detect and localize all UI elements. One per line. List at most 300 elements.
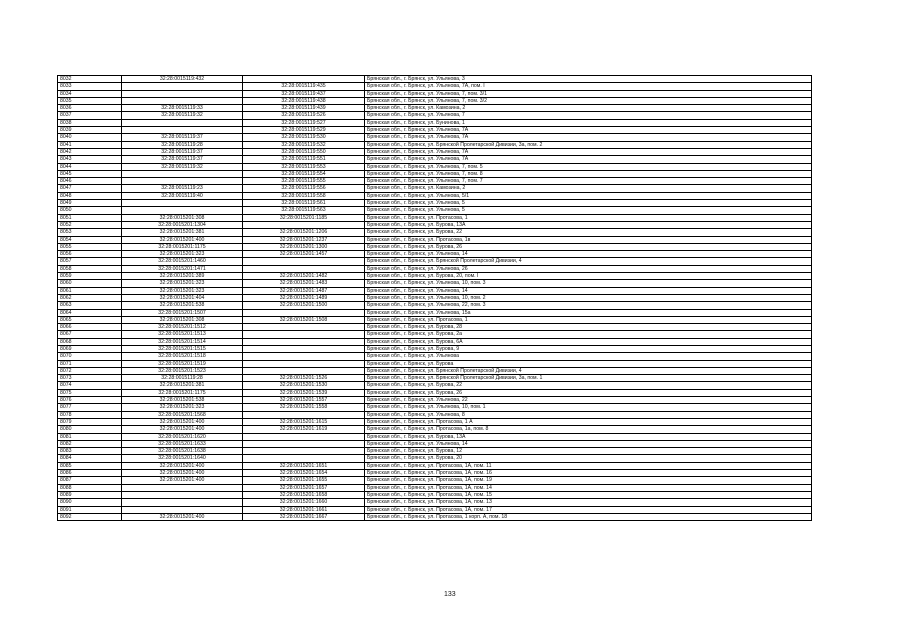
table-row <box>58 499 812 506</box>
building-number-cell <box>243 221 365 228</box>
parcel-number-cell: 32:28:0015201:400 <box>122 426 243 433</box>
registry-table <box>57 75 812 521</box>
address-cell: Брянская обл., г. Брянск, ул. Бурова, 28 <box>365 324 812 331</box>
row-number-cell: 8092 <box>58 513 122 520</box>
building-number-cell: 32:28:0015119:439 <box>243 105 365 112</box>
parcel-number-cell: 32:28:0015201:389 <box>122 273 243 280</box>
address-cell: Брянская обл., г. Брянск, ул. Протасова, 1 <box>365 316 812 323</box>
row-number-cell: 8067 <box>58 331 122 338</box>
table-row <box>58 258 812 265</box>
building-number-cell: 32:28:0015119:555 <box>243 178 365 185</box>
address-cell: Брянская обл., г. Брянск, ул. Ульянова, 26 <box>365 265 812 272</box>
address-cell: Брянская обл., г. Брянск, ул. Ульянова, 5 <box>365 207 812 214</box>
row-number-cell: 8065 <box>58 316 122 323</box>
row-number-cell: 8053 <box>58 229 122 236</box>
row-number-cell: 8046 <box>58 178 122 185</box>
row-number-cell: 8071 <box>58 360 122 367</box>
table-row <box>58 506 812 513</box>
row-number-cell: 8049 <box>58 200 122 207</box>
address-cell: Брянская обл., г. Брянск, ул. Протасова, 1А, пом. 15 <box>365 491 812 498</box>
parcel-number-cell: 32:28:0015201:1514 <box>122 338 243 345</box>
row-number-cell: 8076 <box>58 397 122 404</box>
address-cell: Брянская обл., г. Брянск, ул. Ульянова, 7А <box>365 156 812 163</box>
table-row <box>58 433 812 440</box>
address-cell: Брянская обл., г. Брянск, ул. Протасова, 1а, пом. 8 <box>365 426 812 433</box>
table-row <box>58 294 812 301</box>
row-number-cell: 8039 <box>58 127 122 134</box>
address-cell: Брянская обл., г. Брянск, ул. Ульянова, 15а <box>365 309 812 316</box>
address-cell: Брянская обл., г. Брянск, ул. Ульянова, 7, пом. 5 <box>365 163 812 170</box>
row-number-cell: 8073 <box>58 375 122 382</box>
address-cell: Брянская обл., г. Брянск, ул. Ульянова, 7, пом. 3/1 <box>365 90 812 97</box>
row-number-cell: 8041 <box>58 141 122 148</box>
row-number-cell: 8079 <box>58 418 122 425</box>
row-number-cell: 8051 <box>58 214 122 221</box>
table-row <box>58 83 812 90</box>
row-number-cell: 8058 <box>58 265 122 272</box>
address-cell: Брянская обл., г. Брянск, ул. Бурова, 13А <box>365 221 812 228</box>
table-row <box>58 470 812 477</box>
parcel-number-cell: 32:28:0015119:33 <box>122 105 243 112</box>
table-row <box>58 112 812 119</box>
address-cell: Брянская обл., г. Брянск, ул. Протасова, 1 А <box>365 418 812 425</box>
parcel-number-cell: 32:28:0015119:28 <box>122 141 243 148</box>
table-row <box>58 119 812 126</box>
building-number-cell: 32:28:0015201:1206 <box>243 229 365 236</box>
table-row <box>58 280 812 287</box>
building-number-cell: 32:28:0015201:1651 <box>243 462 365 469</box>
parcel-number-cell: 32:28:0015201:323 <box>122 280 243 287</box>
building-number-cell: 32:28:0015201:1489 <box>243 294 365 301</box>
parcel-number-cell <box>122 83 243 90</box>
building-number-cell: 32:28:0015119:438 <box>243 97 365 104</box>
table-row <box>58 141 812 148</box>
row-number-cell: 8082 <box>58 440 122 447</box>
table-row <box>58 491 812 498</box>
table-row <box>58 97 812 104</box>
address-cell: Брянская обл., г. Брянск, ул. Бурова, 12 <box>365 448 812 455</box>
table-row <box>58 105 812 112</box>
building-number-cell: 32:28:0015201:1530 <box>243 382 365 389</box>
row-number-cell: 8052 <box>58 221 122 228</box>
table-row <box>58 389 812 396</box>
parcel-number-cell <box>122 506 243 513</box>
parcel-number-cell: 32:28:0015201:1175 <box>122 389 243 396</box>
row-number-cell: 8056 <box>58 251 122 258</box>
parcel-number-cell: 32:28:0015201:381 <box>122 229 243 236</box>
row-number-cell: 8036 <box>58 105 122 112</box>
building-number-cell: 32:28:0015201:1300 <box>243 243 365 250</box>
address-cell: Брянская обл., г. Брянск, ул. Бурова, 2а <box>365 331 812 338</box>
address-cell: Брянская обл., г. Брянск, ул. Брянской Пролетарской Дивизии, 4 <box>365 258 812 265</box>
building-number-cell: 32:28:0015119:556 <box>243 185 365 192</box>
table-row <box>58 353 812 360</box>
parcel-number-cell: 32:28:0015119:432 <box>122 76 243 83</box>
address-cell: Брянская обл., г. Брянск, ул. Протасова, 1А, пом. 13 <box>365 499 812 506</box>
parcel-number-cell: 32:28:0015119:28 <box>122 375 243 382</box>
building-number-cell <box>243 331 365 338</box>
building-number-cell: 32:28:0015119:561 <box>243 200 365 207</box>
building-number-cell: 32:28:0015119:558 <box>243 192 365 199</box>
building-number-cell: 32:28:0015201:1457 <box>243 251 365 258</box>
table-row <box>58 513 812 520</box>
building-number-cell <box>243 345 365 352</box>
row-number-cell: 8070 <box>58 353 122 360</box>
building-number-cell <box>243 309 365 316</box>
parcel-number-cell: 32:28:0015201:400 <box>122 470 243 477</box>
address-cell: Брянская обл., г. Брянск, ул. Бурова, 20 <box>365 455 812 462</box>
parcel-number-cell: 32:28:0015201:1175 <box>122 243 243 250</box>
address-cell: Брянская обл., г. Брянск, ул. Бурова, 26 <box>365 389 812 396</box>
building-number-cell: 32:28:0015201:1185 <box>243 214 365 221</box>
parcel-number-cell: 32:28:0015201:1620 <box>122 433 243 440</box>
row-number-cell: 8061 <box>58 287 122 294</box>
address-cell: Брянская обл., г. Брянск, ул. Ульянова, 5 <box>365 200 812 207</box>
building-number-cell: 32:28:0015201:1557 <box>243 397 365 404</box>
address-cell: Брянская обл., г. Брянск, ул. Протасова, 1А, пом. 16 <box>365 470 812 477</box>
parcel-number-cell: 32:28:0015119:23 <box>122 185 243 192</box>
address-cell: Брянская обл., г. Брянск, ул. Протасова, 1 корп. А, пом. 18 <box>365 513 812 520</box>
building-number-cell: 32:28:0015201:1660 <box>243 499 365 506</box>
table-row <box>58 134 812 141</box>
address-cell: Брянская обл., г. Брянск, ул. Ульянова, 7 <box>365 112 812 119</box>
address-cell: Брянская обл., г. Брянск, ул. Ульянова <box>365 353 812 360</box>
parcel-number-cell <box>122 484 243 491</box>
row-number-cell: 8081 <box>58 433 122 440</box>
row-number-cell: 8087 <box>58 477 122 484</box>
building-number-cell: 32:28:0015201:1619 <box>243 426 365 433</box>
row-number-cell: 8035 <box>58 97 122 104</box>
row-number-cell: 8034 <box>58 90 122 97</box>
building-number-cell: 32:28:0015119:550 <box>243 148 365 155</box>
table-row <box>58 229 812 236</box>
building-number-cell <box>243 440 365 447</box>
table-row <box>58 338 812 345</box>
building-number-cell <box>243 455 365 462</box>
parcel-number-cell: 32:28:0015201:400 <box>122 236 243 243</box>
parcel-number-cell <box>122 200 243 207</box>
address-cell: Брянская обл., г. Брянск, ул. Ульянова, 10, пом. 1 <box>365 404 812 411</box>
table-row <box>58 200 812 207</box>
table-row <box>58 360 812 367</box>
table-row <box>58 404 812 411</box>
row-number-cell: 8086 <box>58 470 122 477</box>
address-cell: Брянская обл., г. Брянск, ул. Бурова, 20, пом. I <box>365 273 812 280</box>
address-cell: Брянская обл., г. Брянск, ул. Ульянова, 22, пом. 3 <box>365 302 812 309</box>
parcel-number-cell <box>122 127 243 134</box>
table-row <box>58 367 812 374</box>
table-row <box>58 156 812 163</box>
table-row <box>58 302 812 309</box>
parcel-number-cell: 32:28:0015201:400 <box>122 513 243 520</box>
table-row <box>58 127 812 134</box>
row-number-cell: 8050 <box>58 207 122 214</box>
address-cell: Брянская обл., г. Брянск, ул. Ульянова, 10, пом. 2 <box>365 294 812 301</box>
address-cell: Брянская обл., г. Брянск, ул. Протасова, 1в <box>365 236 812 243</box>
building-number-cell: 32:28:0015119:530 <box>243 134 365 141</box>
parcel-number-cell: 32:28:0015201:1515 <box>122 345 243 352</box>
address-cell: Брянская обл., г. Брянск, ул. Бурова, 13А <box>365 433 812 440</box>
row-number-cell: 8077 <box>58 404 122 411</box>
address-cell: Брянская обл., г. Брянск, ул. Брянской Пролетарской Дивизии, 3а, пом. 1 <box>365 375 812 382</box>
parcel-number-cell: 32:28:0015201:1638 <box>122 448 243 455</box>
building-number-cell <box>243 76 365 83</box>
table-row <box>58 76 812 83</box>
row-number-cell: 8042 <box>58 148 122 155</box>
parcel-number-cell: 32:28:0015201:1568 <box>122 411 243 418</box>
table-row <box>58 243 812 250</box>
table-row <box>58 309 812 316</box>
parcel-number-cell: 32:28:0015201:381 <box>122 382 243 389</box>
address-cell: Брянская обл., г. Брянск, ул. Ульянова, 22 <box>365 397 812 404</box>
address-cell: Брянская обл., г. Брянск, ул. Бурова, 26 <box>365 243 812 250</box>
parcel-number-cell <box>122 90 243 97</box>
address-cell: Брянская обл., г. Брянск, ул. Брянской Пролетарской Дивизии, 3а, пом. 2 <box>365 141 812 148</box>
building-number-cell <box>243 367 365 374</box>
building-number-cell: 32:28:0015201:1658 <box>243 491 365 498</box>
table-row <box>58 251 812 258</box>
building-number-cell: 32:28:0015201:1667 <box>243 513 365 520</box>
building-number-cell: 32:28:0015119:551 <box>243 156 365 163</box>
address-cell: Брянская обл., г. Брянск, ул. Протасова, 1А, пом. 19 <box>365 477 812 484</box>
address-cell: Брянская обл., г. Брянск, ул. Ульянова, 10, пом. 3 <box>365 280 812 287</box>
building-number-cell: 32:28:0015201:1483 <box>243 280 365 287</box>
parcel-number-cell: 32:28:0015201:1304 <box>122 221 243 228</box>
building-number-cell: 32:28:0015201:1558 <box>243 404 365 411</box>
table-row <box>58 411 812 418</box>
parcel-number-cell: 32:28:0015119:32 <box>122 163 243 170</box>
building-number-cell: 32:28:0015201:1654 <box>243 470 365 477</box>
address-cell: Брянская обл., г. Брянск, ул. Протасова, 1А, пом. 17 <box>365 506 812 513</box>
row-number-cell: 8040 <box>58 134 122 141</box>
parcel-number-cell <box>122 119 243 126</box>
row-number-cell: 8037 <box>58 112 122 119</box>
row-number-cell: 8062 <box>58 294 122 301</box>
parcel-number-cell: 32:28:0015201:1519 <box>122 360 243 367</box>
address-cell: Брянская обл., г. Брянск, ул. Ульянова, 8 <box>365 411 812 418</box>
building-number-cell: 32:28:0015201:1487 <box>243 287 365 294</box>
parcel-number-cell: 32:28:0015119:37 <box>122 134 243 141</box>
registry-table-body <box>58 76 812 521</box>
row-number-cell: 8047 <box>58 185 122 192</box>
address-cell: Брянская обл., г. Брянск, ул. Бурова, 22 <box>365 229 812 236</box>
address-cell: Брянская обл., г. Брянск, ул. Ульянова, 7А <box>365 134 812 141</box>
parcel-number-cell <box>122 499 243 506</box>
parcel-number-cell: 32:28:0015119:37 <box>122 148 243 155</box>
row-number-cell: 8090 <box>58 499 122 506</box>
parcel-number-cell: 32:28:0015119:40 <box>122 192 243 199</box>
table-row <box>58 221 812 228</box>
building-number-cell <box>243 411 365 418</box>
row-number-cell: 8066 <box>58 324 122 331</box>
row-number-cell: 8064 <box>58 309 122 316</box>
table-row <box>58 477 812 484</box>
building-number-cell: 32:28:0015119:554 <box>243 170 365 177</box>
table-row <box>58 148 812 155</box>
parcel-number-cell: 32:28:0015201:400 <box>122 418 243 425</box>
row-number-cell: 8038 <box>58 119 122 126</box>
row-number-cell: 8059 <box>58 273 122 280</box>
address-cell: Брянская обл., г. Брянск, ул. Брянской Пролетарской Дивизии, 4 <box>365 367 812 374</box>
parcel-number-cell: 32:28:0015201:308 <box>122 214 243 221</box>
table-row <box>58 287 812 294</box>
row-number-cell: 8078 <box>58 411 122 418</box>
table-row <box>58 207 812 214</box>
row-number-cell: 8091 <box>58 506 122 513</box>
building-number-cell <box>243 360 365 367</box>
row-number-cell: 8075 <box>58 389 122 396</box>
table-row <box>58 236 812 243</box>
address-cell: Брянская обл., г. Брянск, ул. Протасова, 1А, пом. 14 <box>365 484 812 491</box>
table-row <box>58 455 812 462</box>
parcel-number-cell: 32:28:0015201:323 <box>122 404 243 411</box>
building-number-cell <box>243 448 365 455</box>
parcel-number-cell: 32:28:0015201:404 <box>122 294 243 301</box>
parcel-number-cell: 32:28:0015201:308 <box>122 316 243 323</box>
building-number-cell: 32:28:0015201:1539 <box>243 389 365 396</box>
parcel-number-cell: 32:28:0015201:1460 <box>122 258 243 265</box>
address-cell: Брянская обл., г. Брянск, ул. Ульянова, 7, пом. 8 <box>365 170 812 177</box>
table-row <box>58 265 812 272</box>
parcel-number-cell <box>122 97 243 104</box>
table-row <box>58 345 812 352</box>
building-number-cell <box>243 324 365 331</box>
parcel-number-cell: 32:28:0015201:1507 <box>122 309 243 316</box>
parcel-number-cell: 32:28:0015201:1640 <box>122 455 243 462</box>
parcel-number-cell: 32:28:0015201:323 <box>122 287 243 294</box>
row-number-cell: 8044 <box>58 163 122 170</box>
building-number-cell <box>243 353 365 360</box>
row-number-cell: 8048 <box>58 192 122 199</box>
address-cell: Брянская обл., г. Брянск, ул. Протасова, 1А, пом. 11 <box>365 462 812 469</box>
building-number-cell: 32:28:0015201:1508 <box>243 316 365 323</box>
row-number-cell: 8089 <box>58 491 122 498</box>
parcel-number-cell: 32:28:0015201:400 <box>122 477 243 484</box>
table-row <box>58 382 812 389</box>
row-number-cell: 8057 <box>58 258 122 265</box>
parcel-number-cell: 32:28:0015201:1513 <box>122 331 243 338</box>
address-cell: Брянская обл., г. Брянск, ул. Ульянова, 7А, пом. I <box>365 83 812 90</box>
building-number-cell: 32:28:0015201:1615 <box>243 418 365 425</box>
address-cell: Брянская обл., г. Брянск, ул. Ульянова, 14 <box>365 251 812 258</box>
table-row <box>58 192 812 199</box>
building-number-cell: 32:28:0015119:532 <box>243 141 365 148</box>
row-number-cell: 8060 <box>58 280 122 287</box>
building-number-cell: 32:28:0015119:526 <box>243 112 365 119</box>
table-row <box>58 448 812 455</box>
row-number-cell: 8072 <box>58 367 122 374</box>
parcel-number-cell: 32:28:0015119:32 <box>122 112 243 119</box>
row-number-cell: 8054 <box>58 236 122 243</box>
building-number-cell: 32:28:0015201:1526 <box>243 375 365 382</box>
address-cell: Брянская обл., г. Брянск, ул. Бурова, 9 <box>365 345 812 352</box>
table-row <box>58 462 812 469</box>
table-row <box>58 418 812 425</box>
parcel-number-cell: 32:28:0015201:1471 <box>122 265 243 272</box>
table-row <box>58 273 812 280</box>
row-number-cell: 8055 <box>58 243 122 250</box>
table-row <box>58 170 812 177</box>
address-cell: Брянская обл., г. Брянск, ул. Камозина, 2 <box>365 185 812 192</box>
table-row <box>58 178 812 185</box>
table-row <box>58 214 812 221</box>
row-number-cell: 8068 <box>58 338 122 345</box>
address-cell: Брянская обл., г. Брянск, ул. Ульянова, 3 <box>365 76 812 83</box>
address-cell: Брянская обл., г. Брянск, ул. Протасова, 1 <box>365 214 812 221</box>
row-number-cell: 8085 <box>58 462 122 469</box>
building-number-cell: 32:28:0015119:563 <box>243 207 365 214</box>
row-number-cell: 8045 <box>58 170 122 177</box>
parcel-number-cell <box>122 170 243 177</box>
parcel-number-cell <box>122 491 243 498</box>
table-row <box>58 331 812 338</box>
building-number-cell: 32:28:0015119:527 <box>243 119 365 126</box>
parcel-number-cell <box>122 207 243 214</box>
row-number-cell: 8080 <box>58 426 122 433</box>
table-row <box>58 440 812 447</box>
building-number-cell <box>243 265 365 272</box>
parcel-number-cell: 32:28:0015201:1518 <box>122 353 243 360</box>
row-number-cell: 8043 <box>58 156 122 163</box>
address-cell: Брянская обл., г. Брянск, ул. Камозина, 2 <box>365 105 812 112</box>
address-cell: Брянская обл., г. Брянск, ул. Ульянова, 7, пом. 7 <box>365 178 812 185</box>
parcel-number-cell: 32:28:0015201:1523 <box>122 367 243 374</box>
address-cell: Брянская обл., г. Брянск, ул. Бурова, 22 <box>365 382 812 389</box>
parcel-number-cell: 32:28:0015201:1633 <box>122 440 243 447</box>
building-number-cell: 32:28:0015201:1661 <box>243 506 365 513</box>
table-row <box>58 484 812 491</box>
address-cell: Брянская обл., г. Брянск, ул. Ульянова, 14 <box>365 440 812 447</box>
building-number-cell: 32:28:0015119:437 <box>243 90 365 97</box>
parcel-number-cell: 32:28:0015119:37 <box>122 156 243 163</box>
address-cell: Брянская обл., г. Брянск, ул. Ульянова, 7А <box>365 127 812 134</box>
table-row <box>58 163 812 170</box>
building-number-cell: 32:28:0015201:1500 <box>243 302 365 309</box>
table-row <box>58 90 812 97</box>
table-row <box>58 185 812 192</box>
table-row <box>58 397 812 404</box>
row-number-cell: 8088 <box>58 484 122 491</box>
row-number-cell: 8074 <box>58 382 122 389</box>
row-number-cell: 8069 <box>58 345 122 352</box>
page-number: 133 <box>444 591 456 598</box>
parcel-number-cell: 32:28:0015201:538 <box>122 397 243 404</box>
address-cell: Брянская обл., г. Брянск, ул. Ульянова, 14 <box>365 287 812 294</box>
parcel-number-cell: 32:28:0015201:1512 <box>122 324 243 331</box>
building-number-cell <box>243 258 365 265</box>
building-number-cell: 32:28:0015201:1657 <box>243 484 365 491</box>
row-number-cell: 8033 <box>58 83 122 90</box>
parcel-number-cell: 32:28:0015201:400 <box>122 462 243 469</box>
table-row <box>58 426 812 433</box>
building-number-cell: 32:28:0015201:1237 <box>243 236 365 243</box>
address-cell: Брянская обл., г. Брянск, ул. Бурова <box>365 360 812 367</box>
address-cell: Брянская обл., г. Брянск, ул. Ульянова, 7, пом. 3/2 <box>365 97 812 104</box>
table-row <box>58 324 812 331</box>
address-cell: Брянская обл., г. Брянск, ул. Ульянова, 5/1 <box>365 192 812 199</box>
row-number-cell: 8032 <box>58 76 122 83</box>
row-number-cell: 8083 <box>58 448 122 455</box>
building-number-cell: 32:28:0015119:529 <box>243 127 365 134</box>
parcel-number-cell: 32:28:0015201:323 <box>122 251 243 258</box>
building-number-cell: 32:28:0015119:435 <box>243 83 365 90</box>
building-number-cell <box>243 338 365 345</box>
parcel-number-cell <box>122 178 243 185</box>
building-number-cell: 32:28:0015201:1655 <box>243 477 365 484</box>
building-number-cell <box>243 433 365 440</box>
table-row <box>58 316 812 323</box>
building-number-cell: 32:28:0015201:1482 <box>243 273 365 280</box>
